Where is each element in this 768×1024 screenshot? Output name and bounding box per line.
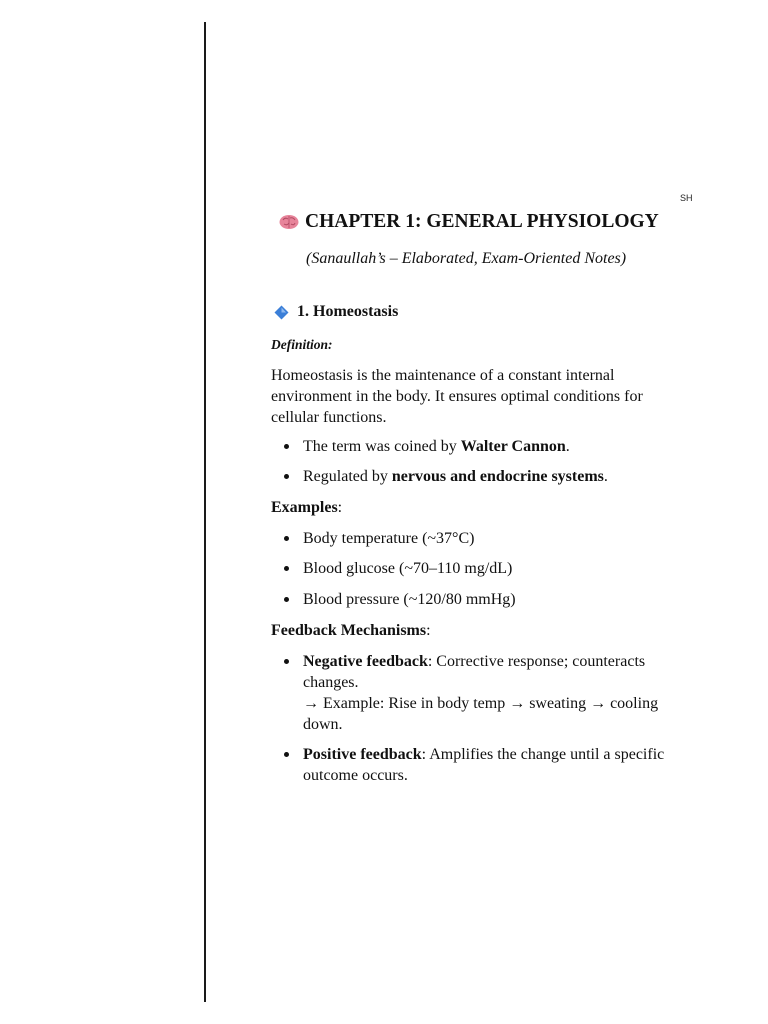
list-item: Negative feedback: Corrective response; counteracts changes. → Example: Rise in body temp → sweating → cooling down. xyxy=(303,651,663,735)
definition-paragraph: Homeostasis is the maintenance of a constant internal environment in the body. It ensures optimal conditions for cellular functions. xyxy=(271,367,643,426)
chapter-title-text: CHAPTER 1: GENERAL PHYSIOLOGY xyxy=(305,211,659,232)
chapter-title xyxy=(279,211,659,233)
feedback-label: Feedback Mechanisms: xyxy=(271,622,431,639)
bold-term: Positive feedback xyxy=(303,746,422,763)
list-item: Body temperature (~37°C) xyxy=(303,528,683,549)
list-item: Blood glucose (~70–110 mg/dL) xyxy=(303,558,683,579)
section-heading-text: 1. Homeostasis xyxy=(297,303,399,320)
definition-label: Definition: xyxy=(271,337,333,352)
list-item: Positive feedback: Amplifies the change until a specific outcome occurs. xyxy=(303,744,673,786)
bold-term: Walter Cannon xyxy=(460,438,566,455)
list-item: Blood pressure (~120/80 mmHg) xyxy=(303,589,683,610)
bold-term: Negative feedback xyxy=(303,653,428,670)
example-line: → Example: Rise in body temp → sweating → cooling down. xyxy=(303,695,659,733)
bold-term: nervous and endocrine systems xyxy=(391,468,604,485)
page-margin-line xyxy=(204,22,206,1002)
brain-icon xyxy=(279,214,299,230)
list-item: The term was coined by Walter Cannon. xyxy=(303,436,683,457)
examples-label: Examples: xyxy=(271,499,343,516)
blue-diamond-icon xyxy=(274,305,289,320)
section-heading xyxy=(274,303,398,321)
header-initials: SH xyxy=(680,193,693,203)
list-item: Regulated by nervous and endocrine systems. xyxy=(303,466,683,487)
subtitle: (Sanaullah’s – Elaborated, Exam-Oriented Notes) xyxy=(306,250,627,267)
